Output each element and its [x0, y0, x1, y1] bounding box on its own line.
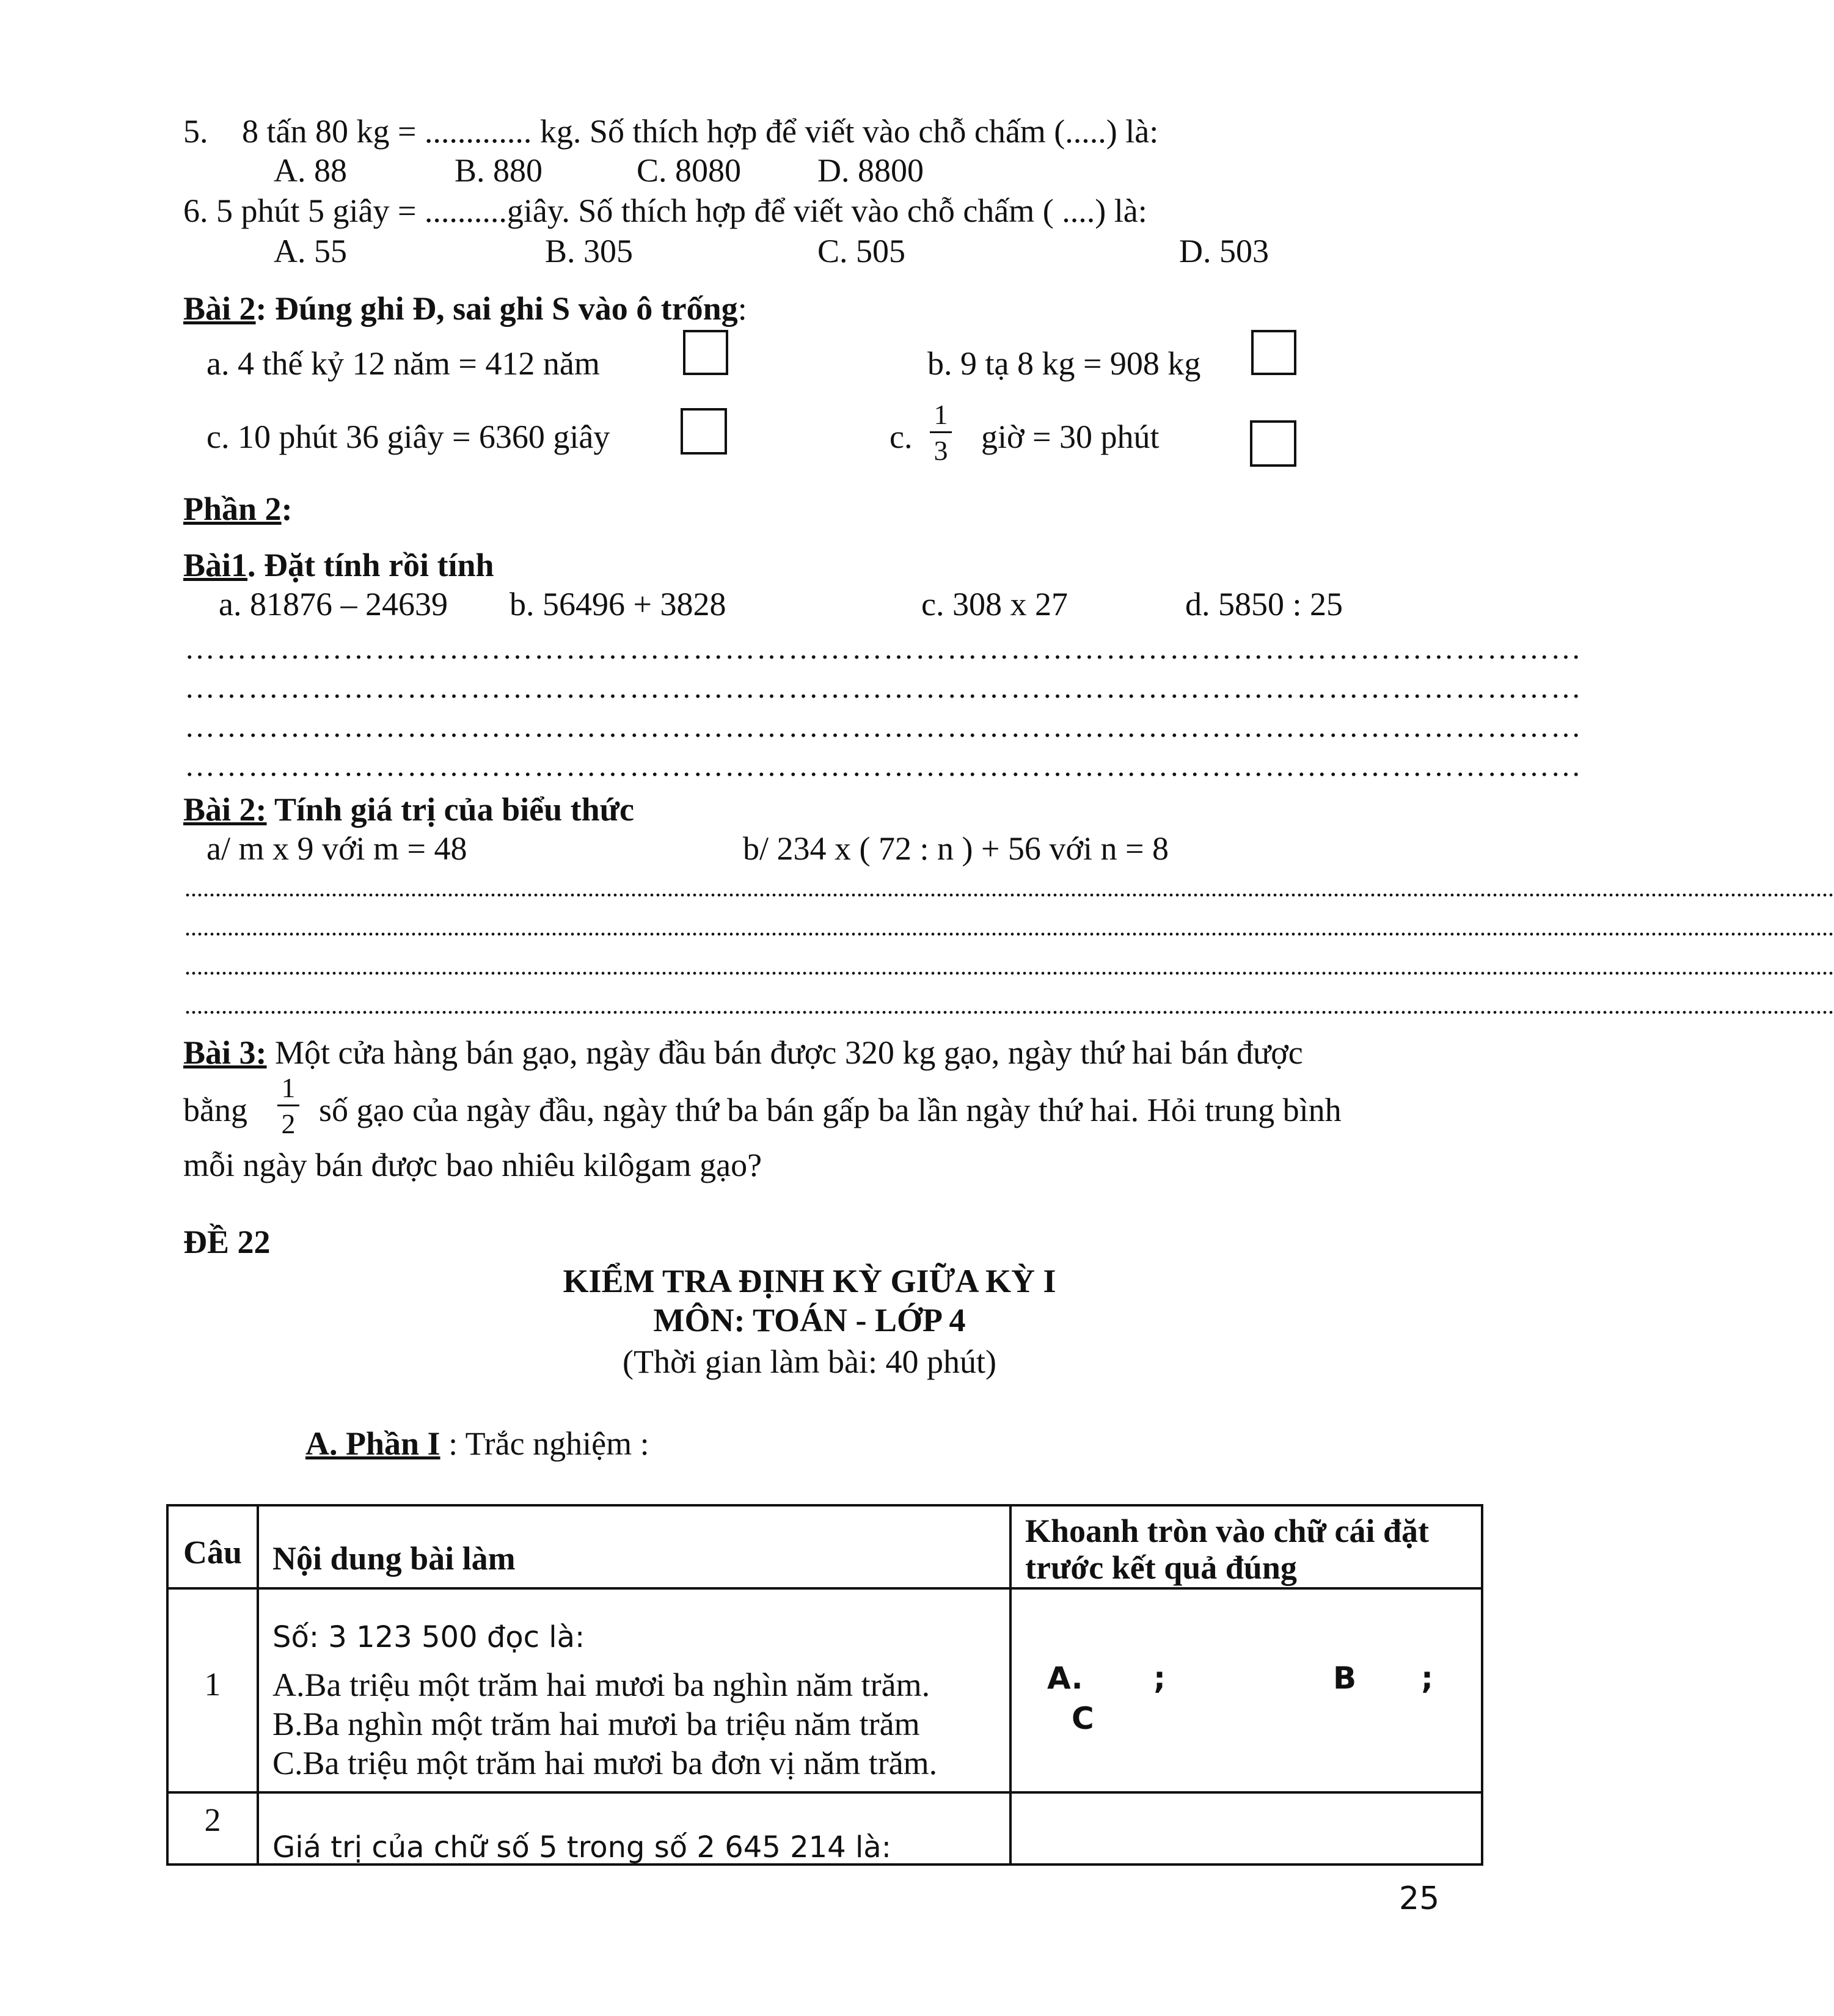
bai1-label: Bài1: [183, 547, 248, 583]
header-cau: [167, 1505, 258, 1588]
table-row: [167, 1588, 1482, 1792]
answer-dotted-line: ..............................................................................................................................................................................................................................................................................: [184, 992, 1834, 1019]
bai2-title: [183, 292, 747, 325]
phan2-colon: :: [281, 491, 293, 527]
bai1-item-c: c. 308 x 27: [921, 586, 1068, 623]
row1-num-text: 1: [204, 1666, 221, 1703]
header-content: [258, 1505, 1010, 1588]
fraction-denominator: 3: [933, 435, 948, 466]
q5-option-d: D. 8800: [817, 152, 924, 189]
bai3-line3: mỗi ngày bán được bao nhiêu kilôgam gạo?: [183, 1147, 762, 1183]
fraction-numerator: 1: [281, 1072, 296, 1103]
q6-option-a: A. 55: [274, 233, 347, 269]
bai2-expr-heading: [183, 793, 634, 826]
answer-box-b[interactable]: [1251, 330, 1296, 375]
q6-option-d: D. 503: [1179, 233, 1269, 269]
answer-dotted-line: ……………………………………………………………………………………………………………………: [184, 631, 1582, 665]
bai2-item-d-suffix: giờ = 30 phút: [981, 418, 1160, 455]
q6-option-b: B. 305: [545, 233, 634, 269]
answer-dotted-line: ……………………………………………………………………………………………………………………: [184, 670, 1582, 704]
page-number: 25: [1399, 1880, 1440, 1917]
q5-number: 5.: [183, 113, 208, 150]
answer-dotted-line: ..............................................................................................................................................................................................................................................................................: [184, 874, 1834, 902]
row1-question: Số: 3 123 500 đọc là:: [272, 1620, 585, 1654]
answer-dotted-line: ……………………………………………………………………………………………………………………: [184, 748, 1582, 783]
section-rest: : Trắc nghiệm :: [440, 1425, 649, 1462]
fraction-one-half: [276, 1074, 301, 1138]
exam-title: KIỂM TRA ĐỊNH KỲ GIỮA KỲ I: [563, 1263, 1056, 1299]
table-header-row: [167, 1505, 1482, 1588]
bai3-line1-text: Một cửa hàng bán gạo, ngày đầu bán được 320 kg gạo, ngày thứ hai bán được: [266, 1034, 1303, 1071]
header-cau-text: Câu: [183, 1534, 243, 1571]
row1-answer: [1010, 1588, 1482, 1792]
phan2-label: Phần 2: [183, 491, 282, 527]
bai1-rest: . Đặt tính rồi tính: [247, 547, 494, 583]
bai3-line2-pre: bằng: [183, 1092, 247, 1128]
q6-text: 6. 5 phút 5 giây = ..........giây. Số thích hợp để viết vào chỗ chấm ( ....) là:: [183, 192, 1147, 229]
row2-num-text: 2: [204, 1802, 221, 1838]
answer-dotted-line: ..............................................................................................................................................................................................................................................................................: [184, 952, 1834, 980]
q5-option-c: C. 8080: [637, 152, 742, 189]
fraction-denominator: 2: [281, 1108, 296, 1139]
row2-num: [167, 1792, 258, 1864]
bai2-title-colon: :: [737, 290, 747, 327]
bai1-item-b: b. 56496 + 3828: [510, 586, 726, 623]
answer-separator: ;: [1421, 1660, 1433, 1696]
q5-text: 8 tấn 80 kg = ............. kg. Số thích hợp để viết vào chỗ chấm (.....) là:: [242, 113, 1159, 150]
answer-box-a[interactable]: [683, 330, 728, 375]
bai2-expr-b: b/ 234 x ( 72 : n ) + 56 với n = 8: [743, 830, 1169, 867]
row2-answer: [1010, 1792, 1482, 1864]
q5-option-a: A. 88: [274, 152, 347, 189]
section-label: A. Phần I: [305, 1425, 440, 1462]
de22-label: ĐỀ 22: [183, 1224, 271, 1260]
header-content-text: Nội dung bài làm: [272, 1540, 516, 1577]
answer-box-c[interactable]: [681, 408, 727, 455]
q5-option-b: B. 880: [455, 152, 543, 189]
bai3-line2-post: số gạo của ngày đầu, ngày thứ ba bán gấp ba lần ngày thứ hai. Hỏi trung bình: [319, 1092, 1342, 1128]
fraction-numerator: 1: [933, 399, 948, 430]
bai1-heading: [183, 549, 494, 582]
row1-num: [167, 1588, 258, 1792]
bai2-item-c: c. 10 phút 36 giây = 6360 giây: [206, 418, 610, 455]
answer-choice-c[interactable]: C: [1072, 1701, 1094, 1736]
bai3-label: Bài 3:: [183, 1034, 267, 1071]
bai2-item-b: b. 9 tạ 8 kg = 908 kg: [927, 345, 1201, 382]
row2-content: [258, 1792, 1010, 1864]
exam-subject: MÔN: TOÁN - LỚP 4: [653, 1302, 966, 1339]
bai2-title-rest: : Đúng ghi Đ, sai ghi S vào ô trống: [255, 290, 738, 327]
fraction-one-third: [929, 401, 953, 465]
bai2-title-label: Bài 2: [183, 290, 256, 327]
header-answer-text: Khoanh tròn vào chữ cái đặt trước kết quả đúng: [1025, 1513, 1429, 1587]
bai2-item-d-prefix: c.: [890, 418, 913, 455]
answer-separator: ;: [1153, 1660, 1166, 1696]
bai1-item-d: d. 5850 : 25: [1185, 586, 1343, 623]
row1-content: [258, 1588, 1010, 1792]
table-row: [167, 1792, 1482, 1864]
q6-option-c: C. 505: [817, 233, 906, 269]
exam-duration: (Thời gian làm bài: 40 phút): [623, 1343, 996, 1380]
bai1-item-a: a. 81876 – 24639: [219, 586, 448, 623]
row1-option-c: C.Ba triệu một trăm hai mươi ba đơn vị năm trăm.: [272, 1745, 938, 1781]
row1-option-a: A.Ba triệu một trăm hai mươi ba nghìn năm trăm.: [272, 1667, 930, 1703]
answer-choice-a[interactable]: A.: [1047, 1660, 1083, 1696]
answer-choice-b[interactable]: B: [1333, 1660, 1357, 1696]
row1-option-b: B.Ba nghìn một trăm hai mươi ba triệu năm trăm: [272, 1706, 920, 1742]
bai3-line1: [183, 1036, 1303, 1069]
bai2-expr-rest: Tính giá trị của biểu thức: [266, 791, 635, 828]
bai2-expr-label: Bài 2:: [183, 791, 267, 828]
bai2-item-a: a. 4 thế kỷ 12 năm = 412 năm: [206, 345, 600, 382]
answer-table: [166, 1504, 1483, 1866]
bai2-expr-a: a/ m x 9 với m = 48: [206, 830, 467, 867]
answer-dotted-line: ……………………………………………………………………………………………………………………: [184, 709, 1582, 743]
answer-box-d[interactable]: [1250, 420, 1296, 467]
answer-dotted-line: ..............................................................................................................................................................................................................................................................................: [184, 913, 1834, 941]
header-answer: [1010, 1505, 1482, 1588]
row2-question: Giá trị của chữ số 5 trong số 2 645 214 là:: [272, 1830, 891, 1864]
section-heading: [305, 1427, 649, 1460]
phan2-heading: [183, 492, 293, 525]
